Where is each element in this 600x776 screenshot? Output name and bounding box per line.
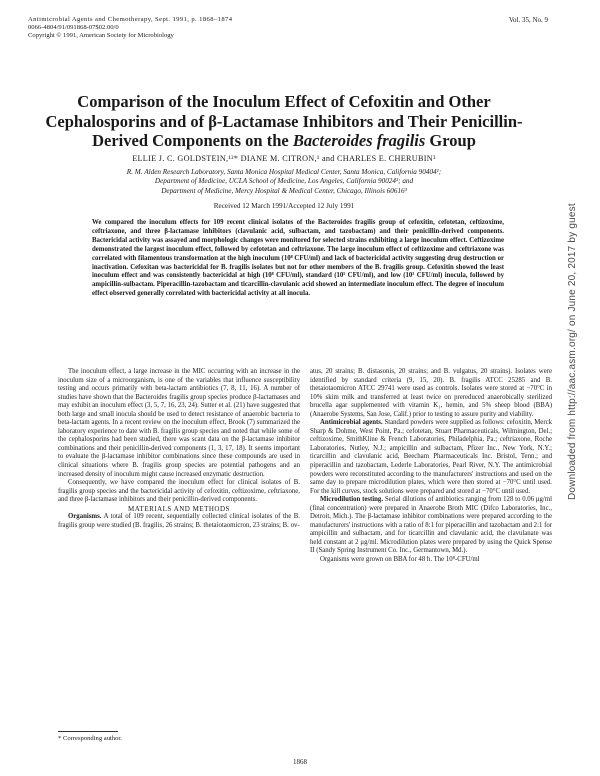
running-header (28, 16, 232, 41)
right-column (310, 368, 552, 565)
run-in-heading: Antimicrobial agents. (320, 419, 383, 427)
organisms-continued: atus, 20 strains; B. distasonis, 20 strains; and B. vulgatus, 20 strains). Isolates were identified by standard criteria (9, 15, 20). B. fragilis ATCC 25285 and B. thetaiotaomicron ATCC 29741 were used as controls. Isolates were stored at −70°C in 10% skim milk and transferred at least twice on prereduced anaerobically sterilized brucella agar supplemented with vitamin K₁, hemin, and 5% sheep blood (BBA) (Anaerobe Systems, San Jose, Calif.) prior to testing to assure purity and viability. (310, 368, 552, 418)
title-line-2: Cephalosporins and of β-Lactamase Inhibitors and Their Penicillin- (45, 111, 523, 131)
run-in-heading: Organisms. (68, 513, 102, 521)
volume-number: Vol. 35, No. 9 (508, 16, 548, 24)
affiliation-1: R. M. Alden Research Laboratory, Santa Monica Hospital Medical Center, Santa Monica, California 90404¹; (126, 168, 442, 176)
journal-citation: Antimicrobial Agents and Chemotherapy, Sept. 1991, p. 1868–1874 (28, 16, 233, 23)
abstract: We compared the inoculum effects for 109 recent clinical isolates of the Bacteroides fragilis group of cefoxitin, cefotetan, ceftizoxime, ceftriaxone, and three β-lactamase inhibitors (clavulanic acid, sulbactam, and tazobactam) and their penicillin-derived components. Bactericidal activity was assayed and morphologic changes were monitored for selected strains exhibiting a large inoculum effect. Ceftizoxime demonstrated the largest inoculum effect, followed by cefotetan and ceftriaxone. The large inoculum effect of ceftizoxime and ceftriaxone was correlated with filamentous transformation at the high inoculum (10⁸ CFU/ml) and lack of bactericidal activity suggesting drug destruction or inactivation. Cefoxitan was bactericidal for B. fragilis isolates but not for other members of the B. fragilis group. Cefoxitin showed the least inoculum effect and was consistently bactericidal at high (10⁸ CFU/ml), standard (10⁵ CFU/ml), and low (10³ CFU/ml) inocula, followed by ampicillin-sulbactam. Piperacillin-tazobactam and ticarcillin-clavulanic acid showed an intermediate inoculum effect. The degree of inoculum effect observed generally correlated with bactericidal activity at all inocula. (92, 219, 504, 298)
run-in-heading: Microdilution testing. (320, 496, 384, 504)
title-line-3: Derived Components on the Bacteroides fragilis Group (92, 131, 476, 150)
growth-paragraph: Organisms were grown on BBA for 48 h. The 10⁸-CFU/ml (320, 556, 480, 564)
page-number: 1868 (293, 758, 307, 766)
title-genus: Bacteroides fragilis (292, 131, 426, 150)
intro-paragraph-1: The inoculum effect, a large increase in the MIC occurring with an increase in the inoculum size of a microorganism, is one of the variables that influence susceptibility testing and occurs primarily with beta-lactam antibiotics (7, 8, 11, 16). A number of studies have shown that the Bacteroides fragilis group species produce β-lactamases and may exhibit an inoculum effect (3, 5, 7, 16, 23, 24). Sutter et al. (21) have suggested that both large and small inocula should be used to detect resistance of anaerobic bacteria to beta-lactam agents. In a recent review on the inoculum effect, Brook (7) summarized the laboratory experience to date with B. fragilis group species and noted that while some of the cephalosporins had been studied, there was scant data on the β-lactamase inhibitor combinations and their penicillin-derived components (1, 3, 17, 18). It seems important to evaluate the β-lactamase inhibitor combinations since these compounds are used in clinical situations where B. fragilis group species are potential pathogens and an increased density of inoculum might cause increased enzymatic destruction. (58, 368, 300, 478)
affiliations (58, 168, 510, 196)
microdilution-paragraph: Microdilution testing. Serial dilutions of antibiotics ranging from 128 to 0.06 μg/ml (final concentration) were prepared in Anaerobe Broth MIC (Difco Laboratories, Inc., Detroit, Mich.). The β-lactamase inhibitor combinations were prepared according to the manufacturers' instructions with a ratio of 8:1 for piperacillin and tazobactam and 2:1 for ampicillin and sulbactam, and for ticarcillin and clavulanic acid, the clavulanate was held constant at 2 μg/ml. Microdilution plates were prepared by using the Quick Spense II (Sandy Spring Instrument Co. Inc., Germantown, Md.). (310, 496, 552, 555)
copyright-line: Copyright © 1991, American Society for Microbiology (28, 32, 174, 40)
affiliation-2: Department of Medicine, UCLA School of Medicine, Los Angeles, California 90024²; and (154, 177, 414, 186)
organisms-paragraph: Organisms. A total of 109 recent, sequentially collected clinical isolates of the B. fragilis group were studied (B. fragilis, 26 strains; B. thetaiotaomicron, 23 strains; B. ov- (58, 513, 300, 529)
footnote: * Corresponding author. (58, 735, 122, 742)
received-dates: Received 12 March 1991/Accepted 12 July 1991 (213, 202, 355, 210)
footnote-divider (58, 731, 118, 732)
download-link-text[interactable]: Downloaded from http://aac.asm.org/ on June 20, 2017 by guest (567, 203, 578, 500)
left-column (58, 368, 300, 530)
doi-code: 0066-4804/91/091868-07$02.00/0 (28, 24, 119, 32)
agents-paragraph: Antimicrobial agents. Standard powders were supplied as follows: cefoxitin, Merck Sharp & Dohme, West Point, Pa.; cefotetan, Stuart Pharmaceuticals, Wilmington, Del.; ceftizoxime, SmithKline & French Laboratories, Philadelphia, Pa.; ceftriaxone, Roche Laboratories, Nutley, N.J.; ampicillin and sulbactam, Pfizer Inc., New York, N.Y.; ticarcillin and clavulanic acid, Beecham Pharmaceuticals Inc. Bristol, Tenn.; and piperacillin and tazobactam, Lederle Laboratories, Pearl River, N.Y. The antimicrobial powders were reconstituted according to the manufacturers' instructions and used on the same day to prepare microdilution plates, which were then stored at −70°C until used. For the kill curves, stock solutions were prepared and stored at −70°C until used. (310, 419, 552, 495)
affiliation-3: Department of Medicine, Mercy Hospital & Medical Center, Chicago, Illinois 60616³ (161, 186, 407, 195)
title-line-1: Comparison of the Inoculum Effect of Cefoxitin and Other (77, 92, 491, 111)
article-title (40, 92, 528, 151)
author-list: ELLIE J. C. GOLDSTEIN,¹²* DIANE M. CITRON,¹ and CHARLES E. CHERUBIN³ (132, 154, 436, 163)
intro-paragraph-2: Consequently, we have compared the inoculum effect for clinical isolates of B. fragilis group species and the bactericidal activity of cefoxitin, ceftizoxime, ceftriaxone, and three β-lactamase inhibitors and their penicillin-derived components. (58, 479, 300, 504)
section-heading: MATERIALS AND METHODS (128, 504, 230, 513)
